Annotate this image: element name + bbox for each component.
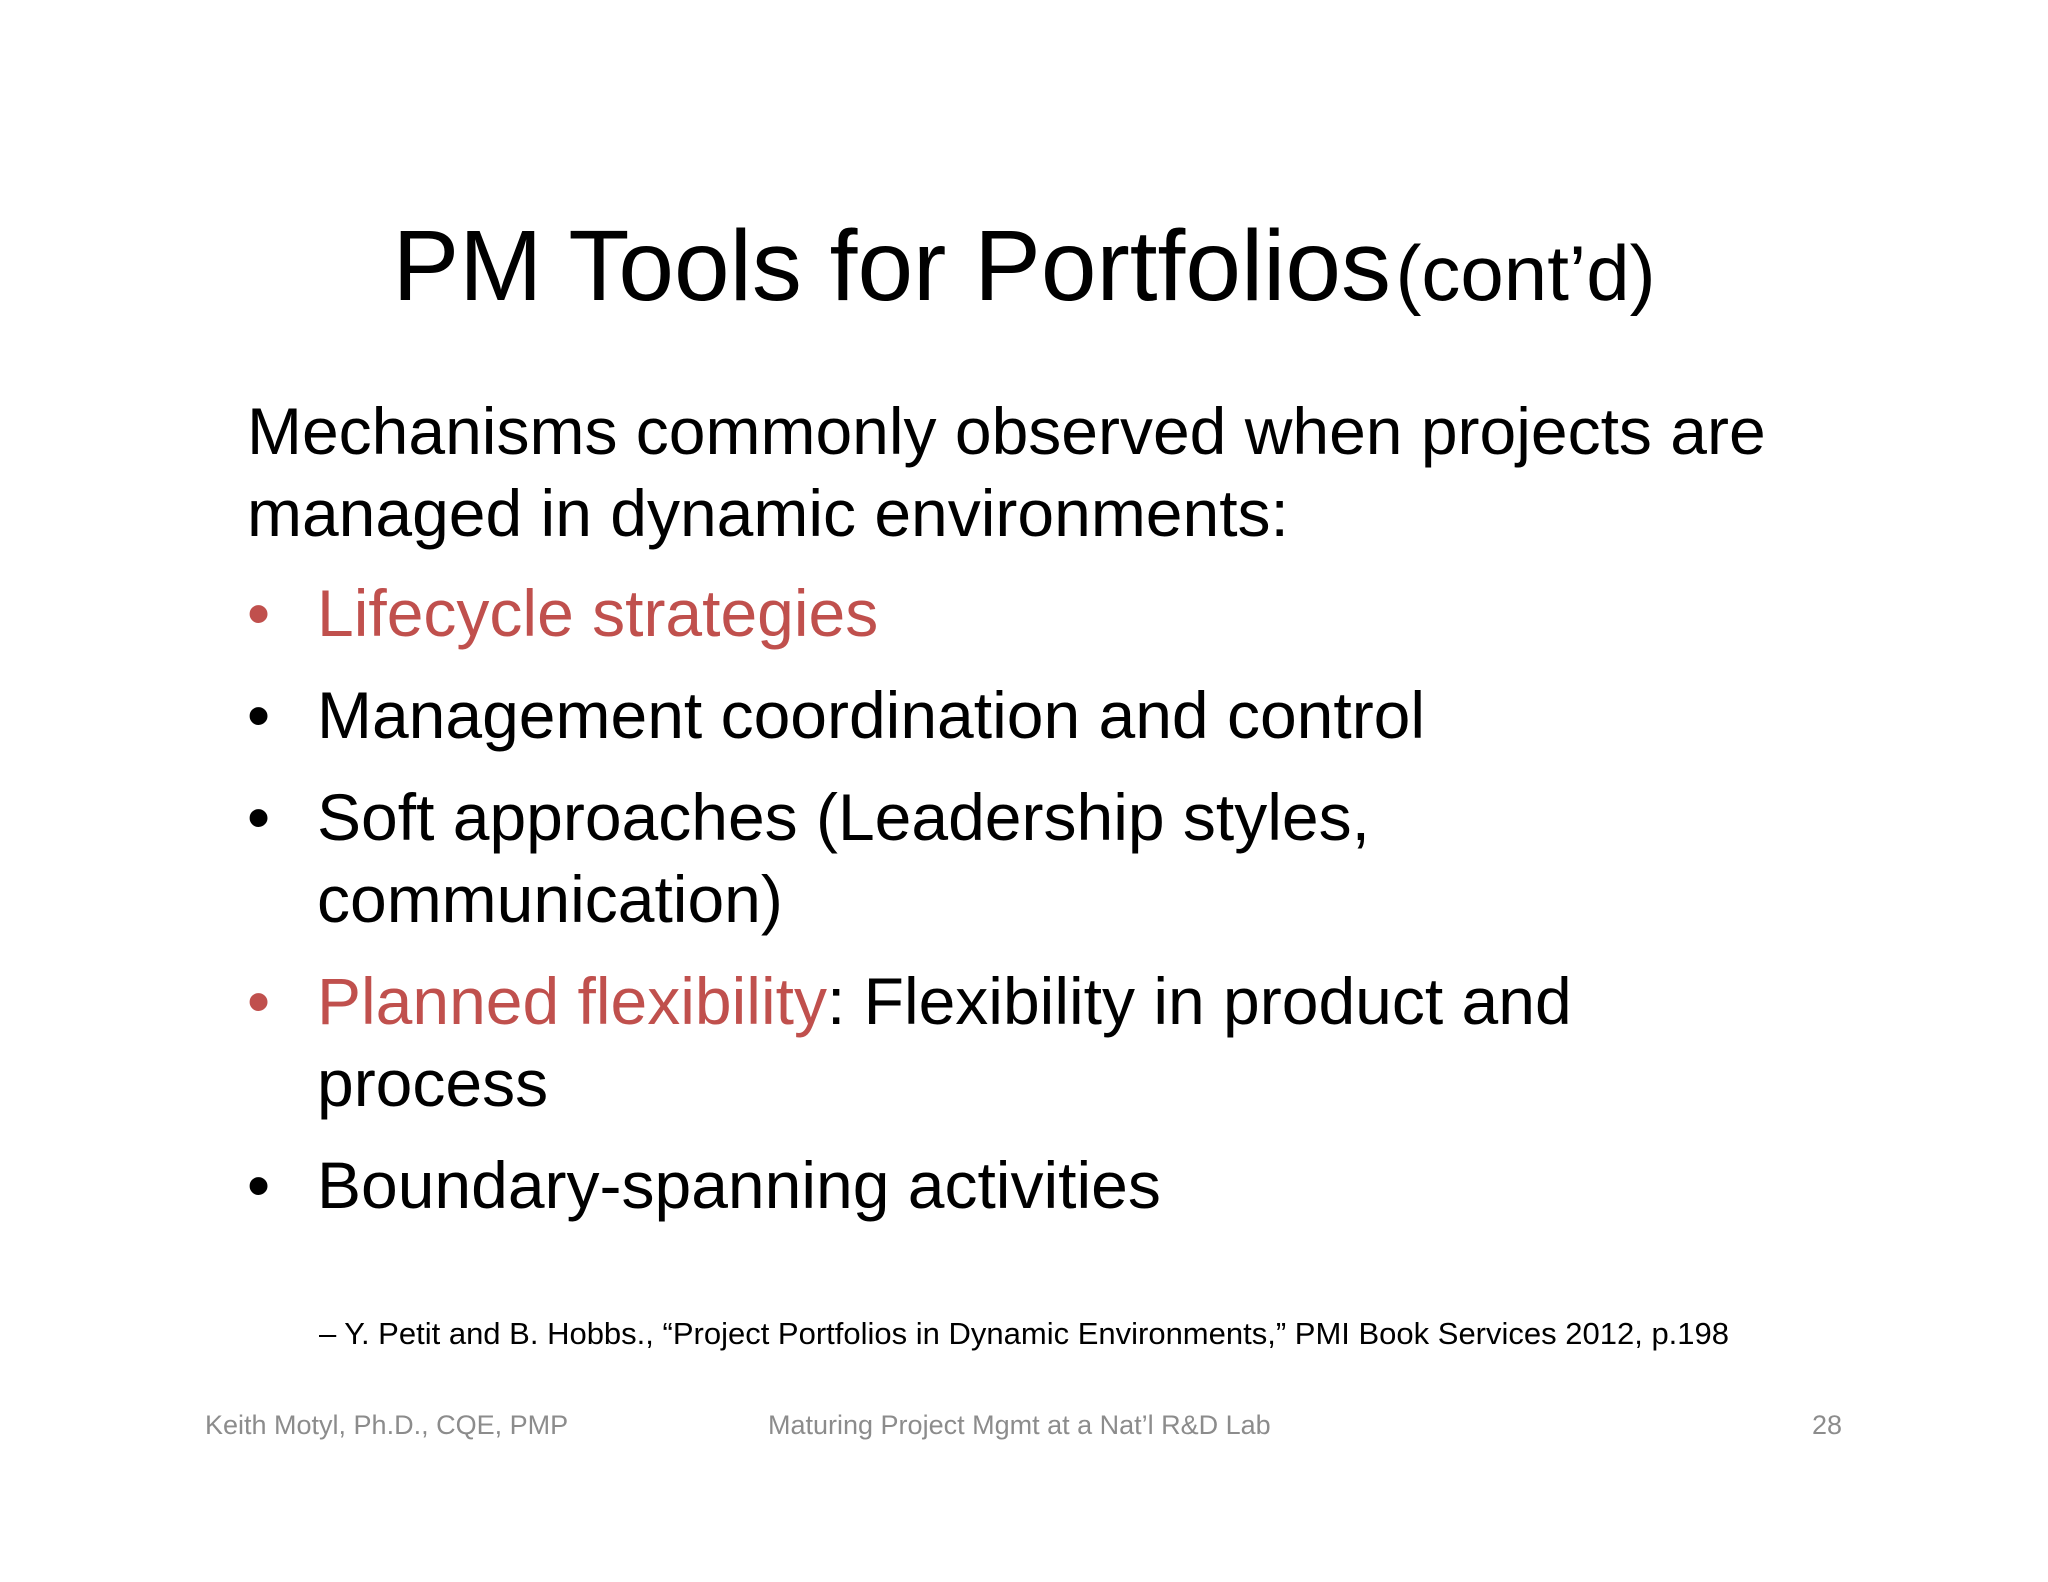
citation: – Y. Petit and B. Hobbs., “Project Portfolios in Dynamic Environments,” PMI Book Services 2012, p.198 (318, 1316, 1730, 1351)
bullet-accent-text: Planned flexibility (317, 964, 827, 1038)
bullet-marker: • (247, 576, 271, 650)
bullet-item (247, 776, 1807, 940)
bullet-accent-text: Lifecycle strategies (317, 576, 879, 650)
bullet-text: Boundary-spanning activities (317, 1148, 1161, 1222)
intro-text: Mechanisms commonly observed when projects are managed in dynamic environments: (247, 394, 1766, 550)
bullet-item (247, 1144, 1807, 1226)
page-number: 28 (1812, 1410, 1843, 1440)
title-main: PM Tools for Portfolios (392, 210, 1391, 322)
bullet-marker: • (247, 780, 271, 854)
footer-author: Keith Motyl, Ph.D., CQE, PMP (205, 1410, 569, 1440)
bullet-list (247, 572, 1807, 1246)
bullet-marker: • (247, 1148, 271, 1222)
slide-title (0, 210, 2048, 322)
bullet-marker: • (247, 964, 271, 1038)
bullet-item (247, 960, 1807, 1124)
bullet-text: Management coordination and control (317, 678, 1426, 752)
footer-presentation-title: Maturing Project Mgmt at a Nat’l R&D Lab (768, 1410, 1271, 1440)
bullet-marker: • (247, 678, 271, 752)
bullet-item (247, 674, 1807, 756)
bullet-text: : Flexibility in product and process (317, 964, 1572, 1120)
title-suffix: (cont’d) (1395, 229, 1656, 317)
bullet-item (247, 572, 1807, 654)
bullet-text: Soft approaches (Leadership styles, communication) (317, 780, 1370, 936)
